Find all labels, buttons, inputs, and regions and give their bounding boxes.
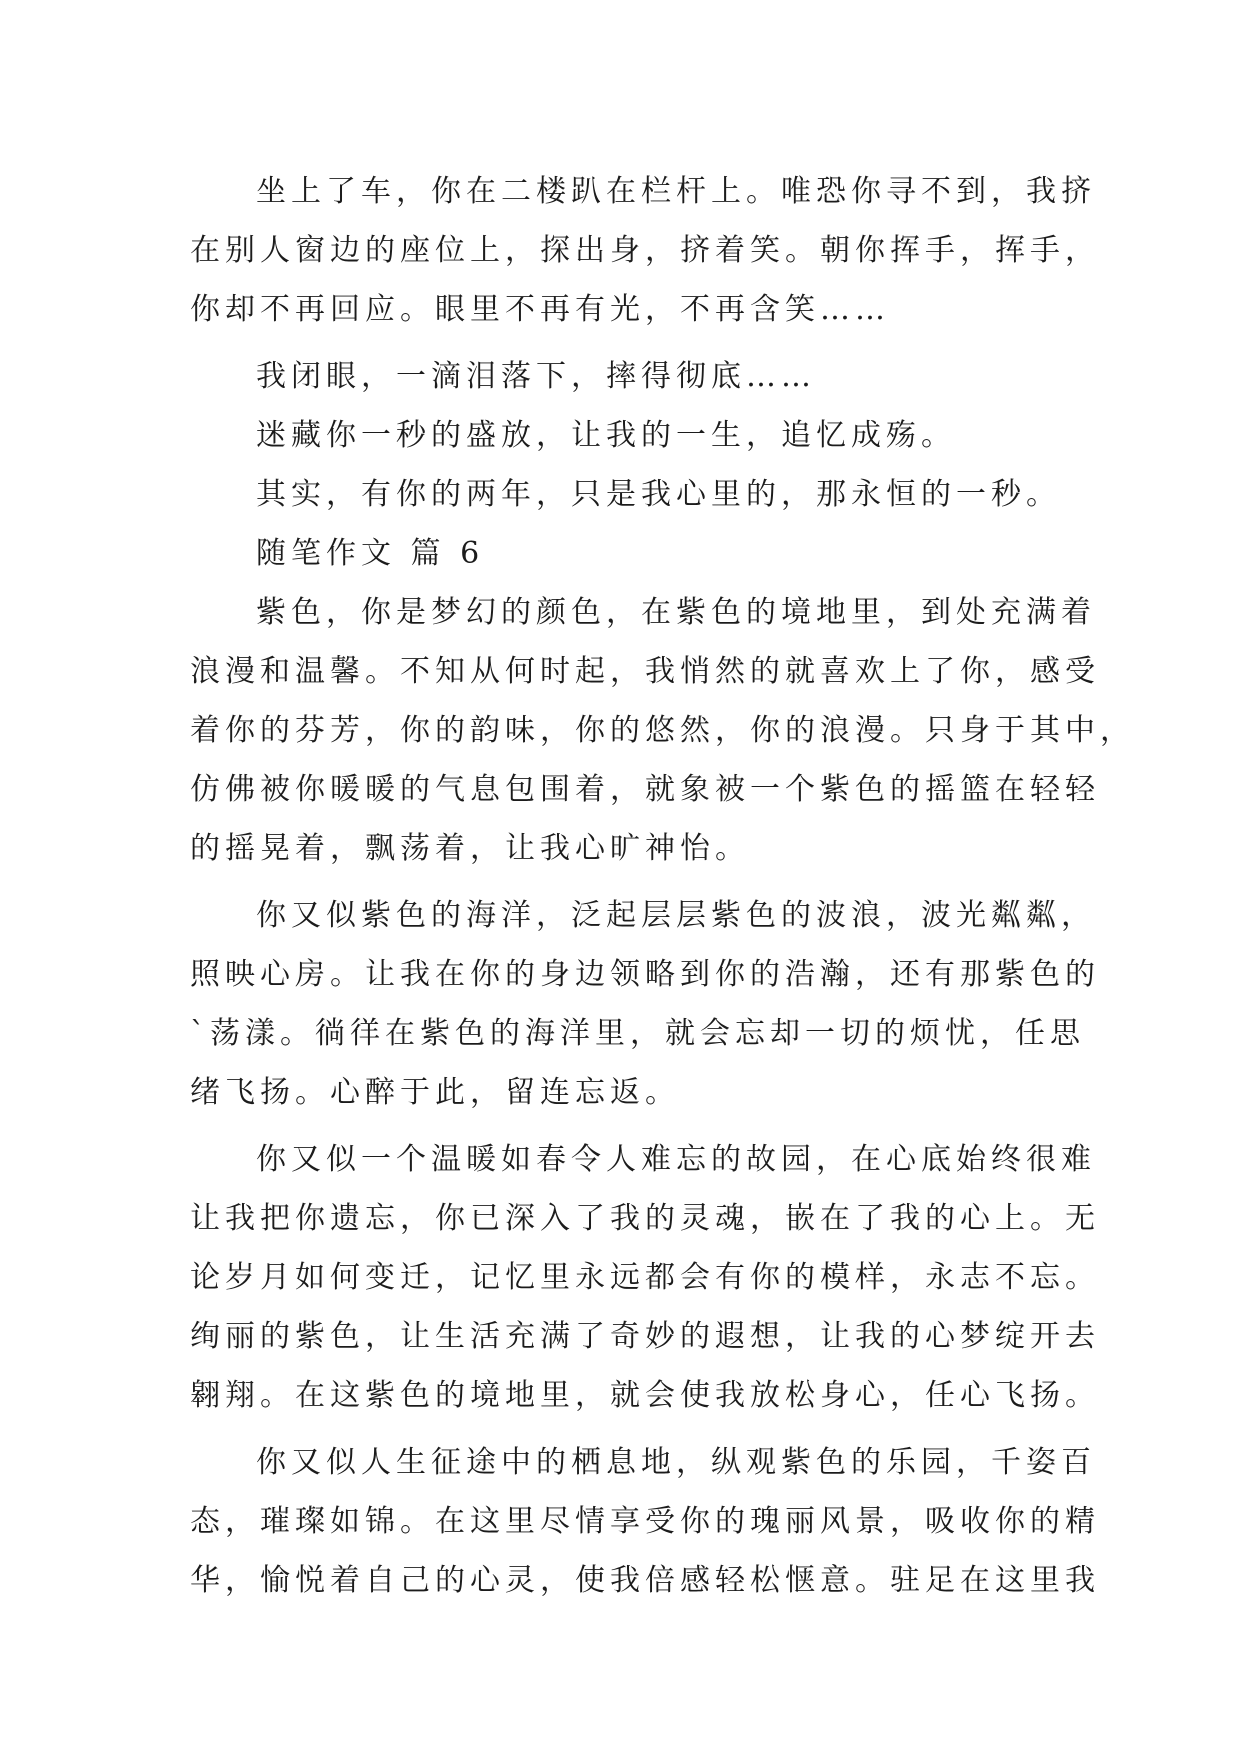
text-line: 紫色，你是梦幻的颜色，在紫色的境地里，到处充满着 [256, 595, 1096, 630]
section-heading: 随笔作文 篇 6 [256, 536, 485, 571]
text-line: 照映心房。让我在你的身边领略到你的浩瀚，还有那紫色的 [190, 957, 1100, 992]
text-line: 其实，有你的两年，只是我心里的，那永恒的一秒。 [256, 477, 1061, 512]
text-line: 你又似人生征途中的栖息地，纵观紫色的乐园，千姿百 [256, 1445, 1096, 1480]
text-line: 华，愉悦着自己的心灵，使我倍感轻松惬意。驻足在这里我 [190, 1563, 1100, 1598]
text-line: 迷藏你一秒的盛放，让我的一生，追忆成殇。 [256, 418, 956, 453]
text-line: 在别人窗边的座位上，探出身，挤着笑。朝你挥手，挥手， [190, 233, 1100, 268]
text-line: 你又似一个温暖如春令人难忘的故园，在心底始终很难 [256, 1142, 1096, 1177]
text-line: 态，璀璨如锦。在这里尽情享受你的瑰丽风景，吸收你的精 [190, 1504, 1100, 1539]
text-line: 你又似紫色的海洋，泛起层层紫色的波浪，波光粼粼， [256, 898, 1096, 933]
text-line: 翱翔。在这紫色的境地里，就会使我放松身心，任心飞扬。 [190, 1378, 1100, 1413]
text-line: 坐上了车，你在二楼趴在栏杆上。唯恐你寻不到，我挤 [256, 174, 1096, 209]
text-line: 浪漫和温馨。不知从何时起，我悄然的就喜欢上了你，感受 [190, 654, 1100, 689]
text-line: 绚丽的紫色，让生活充满了奇妙的遐想，让我的心梦绽开去 [190, 1319, 1100, 1354]
text-line: 绪飞扬。心醉于此，留连忘返。 [190, 1075, 680, 1110]
text-line: 论岁月如何变迁，记忆里永远都会有你的模样，永志不忘。 [190, 1260, 1100, 1295]
text-line: 让我把你遗忘，你已深入了我的灵魂，嵌在了我的心上。无 [190, 1201, 1100, 1236]
text-line: `荡漾。徜徉在紫色的海洋里，就会忘却一切的烦忧，任思 [190, 1016, 1085, 1051]
text-line: 你却不再回应。眼里不再有光，不再含笑…… [190, 292, 890, 327]
text-line: 着你的芬芳，你的韵味，你的悠然，你的浪漫。只身于其中， [190, 713, 1135, 748]
text-line: 仿佛被你暖暖的气息包围着，就象被一个紫色的摇篮在轻轻 [190, 772, 1100, 807]
essay-body [190, 162, 1135, 1610]
text-line: 的摇晃着，飘荡着，让我心旷神怡。 [190, 831, 750, 866]
text-line: 我闭眼，一滴泪落下，摔得彻底…… [256, 359, 816, 394]
